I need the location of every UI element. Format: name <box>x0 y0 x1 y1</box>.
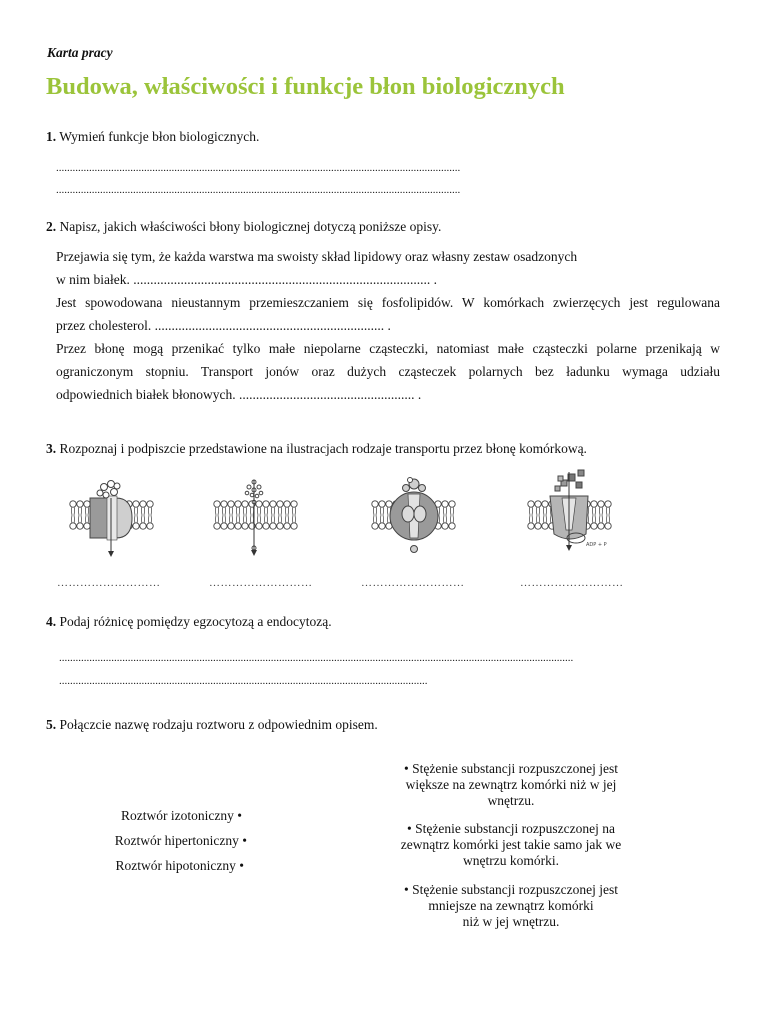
answer-line-4b[interactable]: ...................................................................................................................................... <box>59 675 428 687</box>
question-1-number: 1. <box>46 129 57 144</box>
question-1 <box>46 129 259 145</box>
figure-carrier-transport <box>372 478 455 553</box>
answer-line-1a[interactable]: ................................................................................................................................................... <box>56 162 461 174</box>
question-2 <box>46 219 441 235</box>
description-2-line-2: zewnątrz komórki jest takie samo jak we <box>400 837 622 852</box>
transport-label-1[interactable]: ……………………… <box>57 577 161 589</box>
question-2-descriptions <box>56 245 720 406</box>
question-1-text: Wymień funkcje błon biologicznych. <box>56 129 260 144</box>
desc-3-line-2: ograniczonym stopniu. Transport jonów oraz dużych cząsteczek polarnych bez ładunku wymaga udziału <box>56 364 720 379</box>
question-4-number: 4. <box>46 614 57 629</box>
question-3 <box>46 441 587 457</box>
description-2-line-1: • Stężenie substancji rozpuszczonej na <box>407 821 615 836</box>
answer-line-1b[interactable]: ................................................................................................................................................... <box>56 184 461 196</box>
transport-label-2[interactable]: ……………………… <box>209 577 313 589</box>
answer-line-4a[interactable]: ........................................................................................................................................................................................... <box>59 652 574 664</box>
desc-1-line-1: Przejawia się tym, że każda warstwa ma swoisty skład lipidowy oraz własny zestaw osadzonych <box>56 249 578 264</box>
description-1-line-3: wnętrzu. <box>487 793 535 808</box>
description-smaller-outside[interactable] <box>386 882 636 930</box>
solution-hipotoniczny[interactable]: Roztwór hipotoniczny • <box>115 858 244 873</box>
question-2-text: Napisz, jakich właściwości błony biologicznej dotyczą poniższe opisy. <box>56 219 442 234</box>
description-greater-outside[interactable] <box>386 761 636 809</box>
desc-2-line-1: Jest spowodowana nieustannym przemieszczaniem się fosfolipidów. W komórkach zwierzęcych jest regulowana <box>56 295 720 310</box>
description-equal[interactable] <box>386 821 636 869</box>
description-3-line-3: niż w jej wnętrzu. <box>462 914 560 929</box>
question-2-number: 2. <box>46 219 57 234</box>
question-5 <box>46 717 378 733</box>
question-4 <box>46 614 332 630</box>
description-3-line-1: • Stężenie substancji rozpuszczonej jest <box>404 882 618 897</box>
solution-hipertoniczny[interactable]: Roztwór hipertoniczny • <box>114 833 247 848</box>
description-3-line-2: mniejsze na zewnątrz komórki <box>428 898 594 913</box>
worksheet-label: Karta pracy <box>47 45 113 60</box>
figure-simple-diffusion <box>214 480 297 556</box>
question-5-text: Połączcie nazwę rodzaju roztworu z odpowiednim opisem. <box>56 717 378 732</box>
desc-3-line-1: Przez błonę mogą przenikać tylko małe niepolarne cząsteczki, natomiast małe cząsteczki polarne przenikają w <box>56 341 720 356</box>
figure-channel-transport <box>70 481 153 558</box>
description-1-line-1: • Stężenie substancji rozpuszczonej jest <box>404 761 618 776</box>
desc-1-line-2[interactable]: w nim białek. ........................................................................................ . <box>56 272 437 287</box>
question-3-text: Rozpoznaj i podpiszcie przedstawione na ilustracjach rodzaje transportu przez błonę komórkową. <box>56 441 587 456</box>
page-title: Budowa, właściwości i funkcje błon biologicznych <box>46 73 565 100</box>
description-2-line-3: wnętrzu komórki. <box>463 853 559 868</box>
figure-active-transport <box>528 470 611 551</box>
desc-3-line-3[interactable]: odpowiednich białek błonowych. .................................................... . <box>56 387 422 402</box>
transport-label-4[interactable]: ……………………… <box>520 577 624 589</box>
desc-2-line-2[interactable]: przez cholesterol. .................................................................... . <box>56 318 391 333</box>
solution-izotoniczny[interactable]: Roztwór izotoniczny • <box>121 808 242 823</box>
transport-illustrations <box>0 468 768 588</box>
transport-label-3[interactable]: ……………………… <box>361 577 465 589</box>
question-4-text: Podaj różnicę pomiędzy egzocytozą a endocytozą. <box>56 614 332 629</box>
question-3-number: 3. <box>46 441 57 456</box>
atp-label: ADP + P <box>586 542 607 548</box>
question-5-number: 5. <box>46 717 57 732</box>
description-1-line-2: większe na zewnątrz komórki niż w jej <box>405 777 617 792</box>
